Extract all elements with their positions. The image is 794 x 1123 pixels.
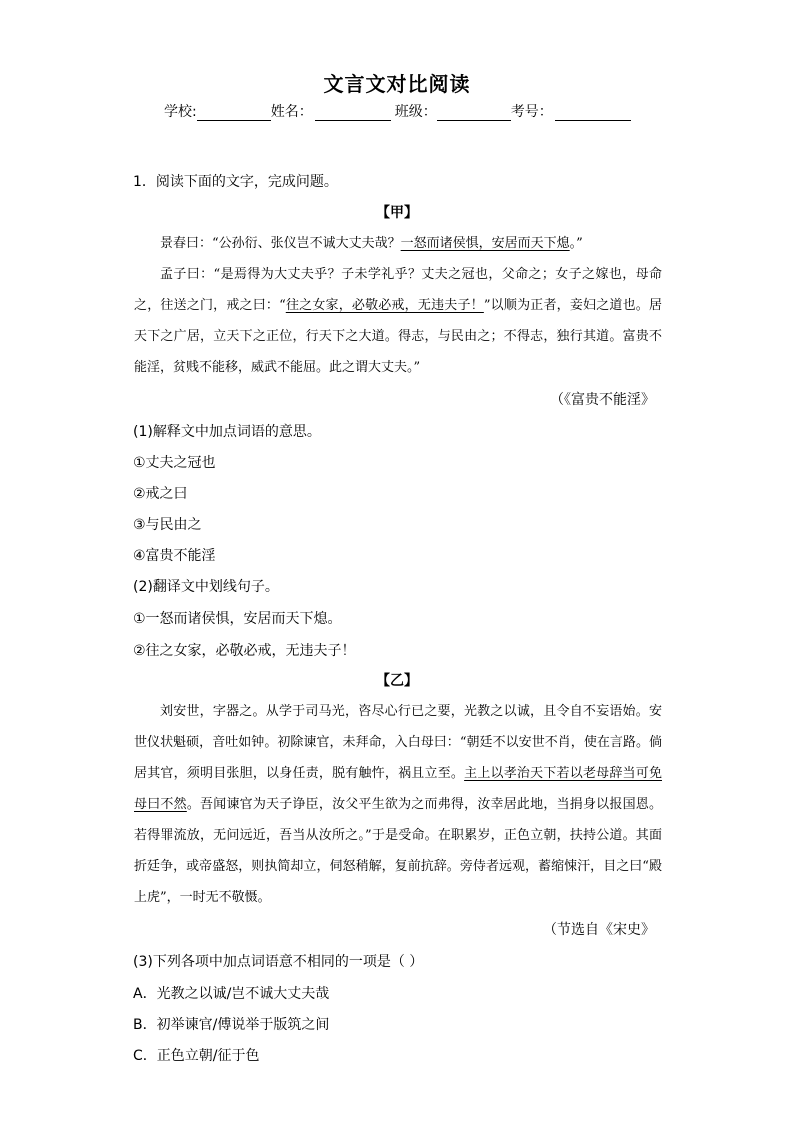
exam-no-blank[interactable] <box>555 104 631 121</box>
choice-option-b[interactable]: B．初举谏官/傅说举于版筑之间 <box>133 1017 330 1033</box>
underlined-sentence-3: 主上以孝治天下若以老母辞当可免母曰不然 <box>134 766 662 812</box>
sub-question-1-item: ④富贵不能淫 <box>133 548 216 564</box>
underlined-sentence-2: 往之女家，必敬必戒，无违夫子！ <box>285 298 484 313</box>
sub-question-3-prompt: (3)下列各项中加点词语意不相同的一项是（ ） <box>133 954 424 970</box>
exam-no-label: 考号： <box>510 104 553 120</box>
passage-yi-source: （节选自《宋史》 <box>543 922 655 938</box>
school-blank[interactable] <box>197 104 271 121</box>
choice-option-a[interactable]: A．光教之以诚/岂不诚大丈夫哉 <box>133 986 330 1002</box>
choice-option-c[interactable]: C．正色立朝/征于色 <box>133 1048 260 1064</box>
student-info-line <box>164 101 631 121</box>
passage-yi-paragraph: 刘安世，字器之。从学于司马光，咨尽心行已之要，光教之以诚，且令自不妄语始。安世仪状魁硕，音吐如钟。初除谏官，未拜命，入白母曰：“朝廷不以安世不肖，使在言路。倘居其官，须明目张胆，以身任责，脱有触忤，祸且立至。主上以孝治天下若以老母辞当可免母曰不然。吾闻谏官为天子诤臣，汝父平生欲为之而弗得，汝幸居此地，当捐身以报国恩。若得罪流放，无问远近，吾当从汝所之。”于是受命。在职累岁，正色立朝，扶持公道。其面折廷争，或帝盛怒，则执简却立，伺怒稍解，复前抗辞。旁侍者远观，蓄缩悚汗，目之曰“殿上虎”，一时无不敬慑。 <box>134 704 662 905</box>
sub-question-2-item: ②往之女家，必敬必戒，无违夫子！ <box>133 643 356 659</box>
name-label: 姓名： <box>270 104 313 120</box>
sub-question-1-item: ③与民由之 <box>133 517 202 533</box>
class-blank[interactable] <box>437 104 511 121</box>
underlined-sentence-1: 一怒而诸侯惧，安居而天下熄 <box>400 236 570 251</box>
page-title: 文言文对比阅读 <box>323 72 471 96</box>
passage-jia-label: 【甲】 <box>376 205 418 221</box>
question-1-intro: 1．阅读下面的文字，完成问题。 <box>133 174 338 190</box>
passage-jia-paragraph-2: 孟子曰：“是焉得为大丈夫乎？子未学礼乎？丈夫之冠也，父命之；女子之嫁也，母命之，往送之门，戒之曰：“往之女家，必敬必戒，无违夫子！”以顺为正者，妾妇之道也。居天下之广居，立天下之正位，行天下之大道。得志，与民由之；不得志，独行其道。富贵不能淫，贫贱不能移，威武不能屈。此之谓大丈夫。” <box>134 267 662 375</box>
sub-question-1-item: ②戒之曰 <box>133 486 188 502</box>
sub-question-2-item: ①一怒而诸侯惧，安居而天下熄。 <box>133 611 342 627</box>
sub-question-1-prompt: (1)解释文中加点词语的意思。 <box>133 424 321 440</box>
school-label: 学校: <box>164 104 197 120</box>
name-blank[interactable] <box>315 104 391 121</box>
class-label: 班级： <box>394 104 437 120</box>
passage-yi <box>134 696 662 913</box>
passage-jia-source: （《富贵不能淫》 <box>550 392 655 408</box>
passage-jia <box>134 228 662 383</box>
passage-jia-paragraph-1: 景春曰：“公孙衍、张仪岂不诚大丈夫哉？一怒而诸侯惧，安居而天下熄。” <box>160 236 583 251</box>
passage-yi-label: 【乙】 <box>376 673 418 689</box>
sub-question-2-prompt: (2)翻译文中划线句子。 <box>133 579 279 595</box>
sub-question-1-item: ①丈夫之冠也 <box>133 455 216 471</box>
